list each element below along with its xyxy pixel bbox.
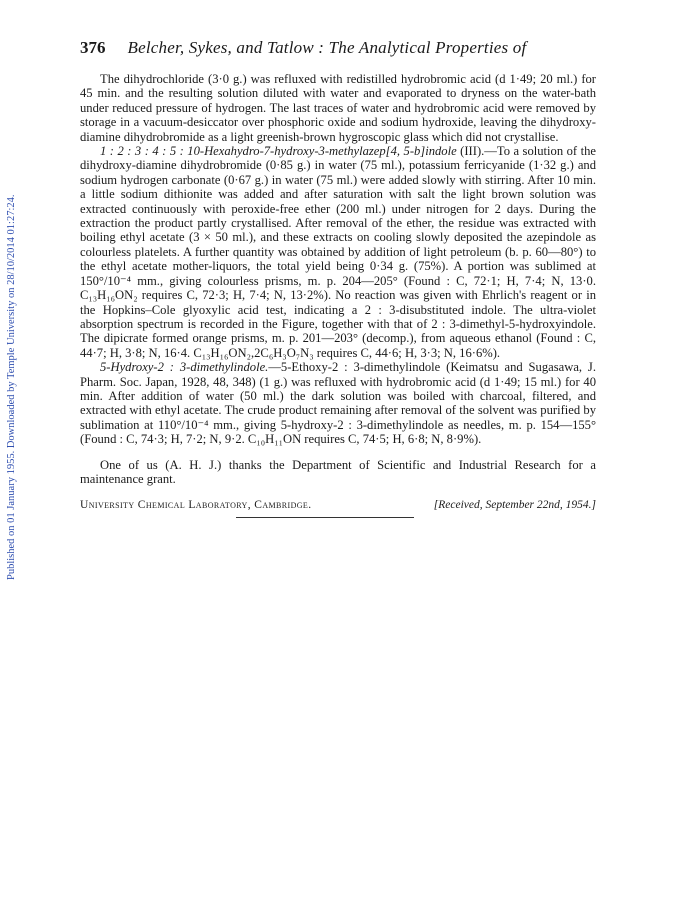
page-number: 376: [80, 38, 106, 57]
download-watermark: [6, 150, 20, 580]
paragraph-text: The dihydrochloride (3·0 g.) was refluxed with redistilled hydrobromic acid (d 1·49; 20 ml.) for 45 min. and the resulting solution diluted with water and evaporated to dryness on the water-bath under reduced pressure of hydrogen. The last traces of water and hydrobromic acid were removed by storage in a vacuum-desiccator over phosphoric oxide and sodium hydroxide, leaving the dihydroxy-diamine dihydrobromide as a light greenish-brown hygroscopic glass which did not crystallise.: [80, 72, 596, 144]
received-date: [Received, September 22nd, 1954.]: [433, 499, 596, 512]
article-body: [80, 72, 596, 513]
article-footer: [80, 498, 596, 512]
compound-heading: 5-Hydroxy-2 : 3-dimethylindole.: [100, 360, 269, 375]
affiliation: University Chemical Laboratory, Cambridge.: [80, 499, 312, 512]
page-header: [80, 38, 620, 58]
paragraph-text: —5-Ethoxy-2 : 3-dimethylindole (Keimatsu and Sugasawa, J. Pharm. Soc. Japan, 1928, 48, 348) (1 g.) was refluxed with hydrobromic acid (d 1·49; 15 ml.) for 40 min. After addition of water (50 ml.) the dark solution was boiled with charcoal, filtered, and extracted with ethyl acetate. The crude product remaining after removal of the solvent was purified by sublimation at 110°/10⁻⁴ mm., giving 5-hydroxy-2 : 3-dimethylindole as needles, m. p. 154—155° (Found : C, 74·3; H, 7·2; N, 9·2. C₁₀H₁₁ON requires C, 74·5; H, 6·8; N, 8·9%).: [80, 360, 596, 447]
end-rule: [236, 517, 414, 518]
running-title: Belcher, Sykes, and Tatlow : The Analytical Properties of: [127, 38, 527, 57]
paragraph-dihydrobromide: [80, 72, 596, 144]
paragraph-acknowledgement: [80, 458, 596, 487]
compound-heading: 1 : 2 : 3 : 4 : 5 : 10-Hexahydro-7-hydroxy-3-methylazep[4, 5-b]indole: [100, 144, 457, 159]
paragraph-hydroxyindole: [80, 360, 596, 446]
paragraph-text: One of us (A. H. J.) thanks the Department of Scientific and Industrial Research for a maintenance grant.: [80, 457, 596, 486]
paragraph-azepindole: [80, 144, 596, 360]
paragraph-text: (III).—To a solution of the dihydroxy-diamine dihydrobromide (0·85 g.) in water (75 ml.), potassium ferricyanide (1·32 g.) and sodium hydrogen carbonate (0·67 g.) in water (75 ml.) were added slowly with stirring. After 10 min. a little sodium dithionite was added and after saturation with salt the light brown solution was extracted continuously with peroxide-free ether (200 ml.) under nitrogen for 2 days. During the extraction the product partly crystallised. After removal of the ether, the residue was extracted with boiling ethyl acetate (3 × 50 ml.), and these extracts on cooling slowly deposited the azepindole as colourless platelets. A further quantity was obtained by addition of light petroleum (b. p. 60—80°) to the ethyl acetate mother-liquors, the total yield being 0·34 g. (75%). A portion was sublimed at 150°/10⁻⁴ mm., giving colourless prisms, m. p. 204—205° (Found : C, 72·1; H, 7·4; N, 13·0. C₁₃H₁₆ON₂ requires C, 72·3; H, 7·4; N, 13·2%). No reaction was given with Ehrlich's reagent or in the Hopkins–Cole glyoxylic acid test, indicating a 2 : 3-disubstituted indole. The ultra-violet absorption spectrum is recorded in the Figure, together with that of 2 : 3-dimethyl-5-hydroxyindole. The dipicrate formed orange prisms, m. p. 201—203° (decomp.), from aqueous ethanol (Found : C, 44·7; H, 3·8; N, 16·4. C₁₃H₁₆ON₂,2C₆H₃O₇N₃ requires C, 44·6; H, 3·3; N, 16·6%).: [80, 144, 596, 360]
download-watermark-text: Published on 01 January 1955. Downloaded by Temple University on 28/10/2014 01:27:24.: [6, 194, 17, 580]
